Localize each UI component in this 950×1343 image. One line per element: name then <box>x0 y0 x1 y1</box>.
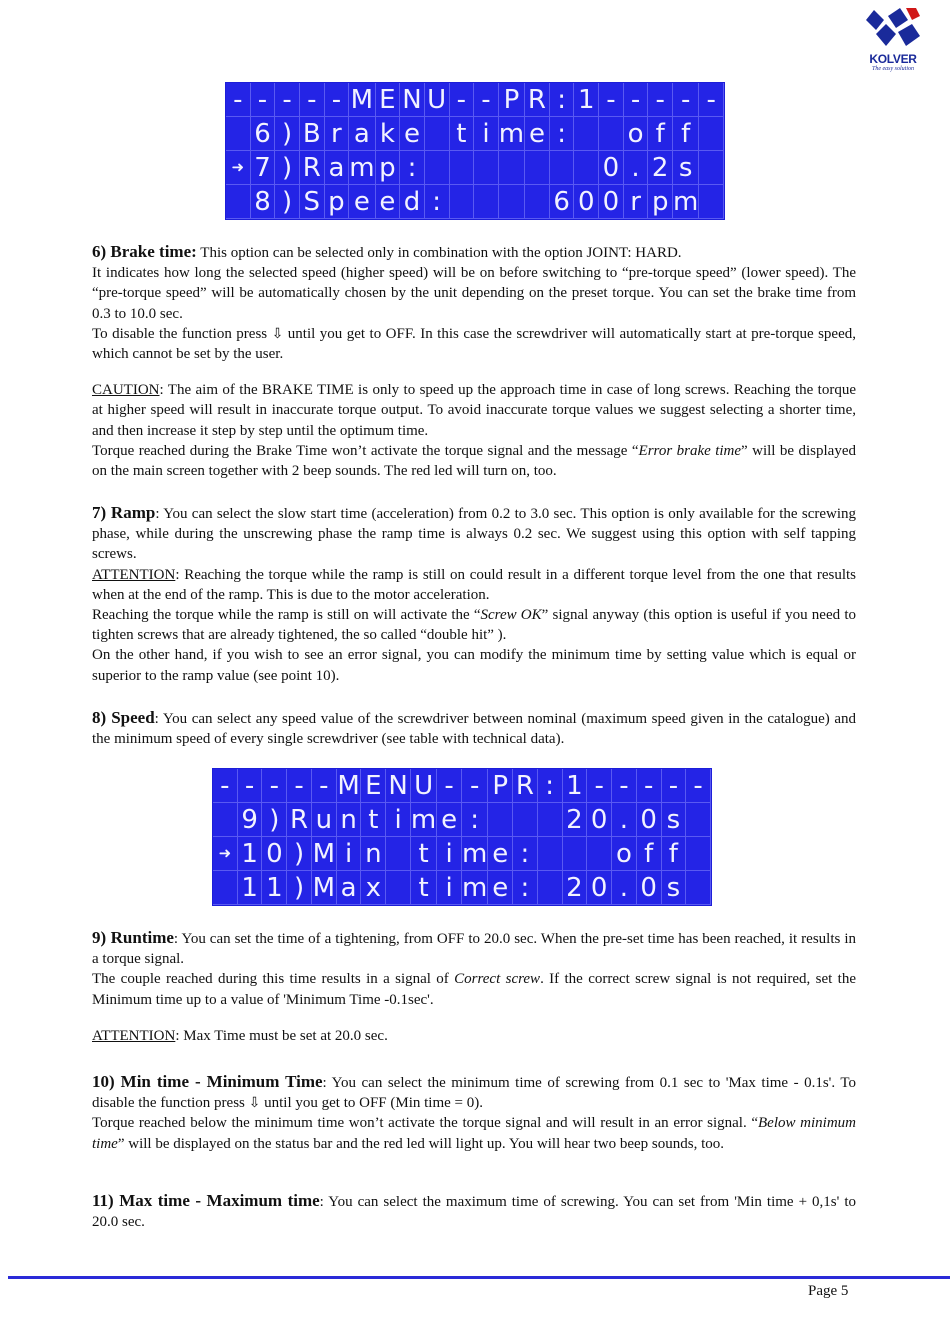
lcd-cell: - <box>637 769 662 803</box>
logo-brand: KOLVER <box>869 52 917 66</box>
runtime-attention-text: : Max Time must be set at 20.0 sec. <box>175 1027 388 1044</box>
lcd-cell: m <box>673 185 699 219</box>
lcd-cell: 7 <box>251 151 276 185</box>
lcd-cell: e <box>376 185 401 219</box>
runtime-attention-label: ATTENTION <box>92 1027 176 1044</box>
lcd-cell <box>450 185 475 219</box>
lcd-cell: - <box>251 83 276 117</box>
ramp-p3: On the other hand, if you wish to see an error signal, you can modify the minimum time by setting value which is equal or superior to the ramp value (see point 10). <box>92 647 856 684</box>
lcd-cell: ) <box>275 185 300 219</box>
lcd-cell: 0 <box>637 803 662 837</box>
below-min-time-message: Below minimum time <box>92 1115 856 1152</box>
lcd-cell: e <box>488 871 513 905</box>
lcd-cell: 8 <box>251 185 276 219</box>
lcd-cell <box>425 117 450 151</box>
caution-label: CAUTION <box>92 382 160 399</box>
lcd-cell <box>226 117 251 151</box>
lcd-cell <box>686 871 711 905</box>
brake-intro: This option can be selected only in combination with the option JOINT: HARD. <box>196 245 682 261</box>
lcd-cell: 1 <box>238 837 263 871</box>
lcd-cell: e <box>488 837 513 871</box>
lcd-cell: ) <box>262 803 287 837</box>
lcd-cell: 0 <box>574 185 599 219</box>
lcd-cell: a <box>337 871 362 905</box>
lcd-cell: i <box>437 837 462 871</box>
ramp-heading: 7) Ramp <box>92 503 156 522</box>
section-max-time <box>92 1191 856 1232</box>
lcd-menu-display-2 <box>212 768 712 906</box>
ramp-attention-label: ATTENTION <box>92 566 176 583</box>
lcd-cell: N <box>386 769 411 803</box>
lcd-cell: 1 <box>574 83 599 117</box>
lcd-cell: - <box>462 769 488 803</box>
section-brake-time <box>92 242 856 481</box>
lcd-cell <box>538 803 563 837</box>
lcd-cell: ) <box>275 151 300 185</box>
lcd-cell <box>499 151 525 185</box>
lcd-cell: t <box>411 871 437 905</box>
lcd-cell: f <box>662 837 687 871</box>
brake-p3-end: ” will be displayed on the main screen together with 2 beep sounds. The red led will turn on, too. <box>92 442 856 480</box>
section-speed <box>92 708 856 749</box>
lcd-cell: 0 <box>587 871 612 905</box>
lcd-cell: x <box>361 871 386 905</box>
mintime-intro-start: : You can select the minimum time of screwing from 0.1 sec to 'Max time - 0.1s'. To disable the function press <box>92 1075 856 1112</box>
lcd-cell: U <box>425 83 450 117</box>
logo-tagline: The easy solution <box>872 66 914 72</box>
lcd-cell <box>538 837 563 871</box>
lcd-cell: - <box>587 769 612 803</box>
lcd-cell <box>386 837 411 871</box>
lcd-cell: P <box>499 83 525 117</box>
lcd-cell: m <box>349 151 375 185</box>
selection-arrow-icon: ➜ <box>213 837 238 871</box>
lcd-cell: - <box>686 769 711 803</box>
maxtime-heading: 11) Max time - Maximum time <box>92 1191 320 1210</box>
lcd-cell: - <box>648 83 673 117</box>
lcd-cell: . <box>624 151 649 185</box>
lcd-cell <box>686 803 711 837</box>
lcd-cell: - <box>226 83 251 117</box>
lcd-cell: B <box>300 117 325 151</box>
lcd-cell: 2 <box>563 871 588 905</box>
caution-text: : The aim of the BRAKE TIME is only to speed up the approach time in case of long screws. Reaching the torque at higher speed will result in inaccurate torque output. To avoid inaccurate torque values we suggest selecting a shorter time, and then increase it step by step until the optimum time. <box>92 382 856 439</box>
lcd-cell: u <box>312 803 337 837</box>
lcd-cell: . <box>612 803 637 837</box>
lcd-cell <box>699 117 724 151</box>
lcd-cell: o <box>624 117 649 151</box>
kolver-k-icon <box>862 6 924 52</box>
lcd-cell: s <box>662 803 687 837</box>
lcd-cell <box>574 117 599 151</box>
lcd-cell: m <box>411 803 437 837</box>
lcd-cell: i <box>474 117 499 151</box>
footer-divider <box>8 1276 950 1279</box>
down-arrow-key-icon: ⇩ <box>248 1095 261 1112</box>
lcd-cell: p <box>325 185 350 219</box>
brake-p2-start: To disable the function press <box>92 325 272 342</box>
lcd-cell <box>563 837 588 871</box>
lcd-cell: - <box>612 769 637 803</box>
lcd-cell: - <box>238 769 263 803</box>
lcd-cell <box>213 803 238 837</box>
lcd-cell: - <box>450 83 475 117</box>
lcd-cell: s <box>673 151 699 185</box>
lcd-cell: : <box>550 83 575 117</box>
lcd-cell: - <box>662 769 687 803</box>
lcd-cell: N <box>400 83 425 117</box>
lcd-cell: M <box>312 871 337 905</box>
ramp-p2-end: ” signal anyway (this option is useful if you need to tighten screws that are already tightened, the so called “double hit” ). <box>92 607 856 644</box>
lcd-cell: r <box>624 185 649 219</box>
page-number: Page 5 <box>808 1283 849 1299</box>
section-runtime <box>92 928 856 1046</box>
lcd-cell <box>599 117 624 151</box>
lcd-cell: f <box>637 837 662 871</box>
lcd-cell: R <box>287 803 312 837</box>
lcd-cell: ) <box>287 871 312 905</box>
lcd-cell: 0 <box>587 803 612 837</box>
lcd-cell: E <box>376 83 401 117</box>
lcd-cell: R <box>513 769 538 803</box>
lcd-cell <box>213 871 238 905</box>
lcd-cell: t <box>450 117 475 151</box>
lcd-cell: - <box>437 769 462 803</box>
lcd-cell: 2 <box>563 803 588 837</box>
lcd-cell: : <box>425 185 450 219</box>
lcd-cell: d <box>400 185 425 219</box>
lcd-cell: ) <box>275 117 300 151</box>
lcd-cell: p <box>376 151 401 185</box>
lcd-cell <box>474 151 499 185</box>
down-arrow-key-icon: ⇩ <box>271 325 284 342</box>
lcd-cell: : <box>513 837 538 871</box>
lcd-cell: - <box>312 769 337 803</box>
ramp-intro: : You can select the slow start time (acceleration) from 0.2 to 3.0 sec. This option is only available for the screwing phase, while during the unscrewing phase the ramp time is always 0.2 sec. We suggest using this option with self tapping screws. <box>92 506 857 563</box>
lcd-cell <box>499 185 525 219</box>
lcd-cell: - <box>287 769 312 803</box>
lcd-cell: U <box>411 769 437 803</box>
lcd-cell <box>488 803 513 837</box>
maxtime-intro: : You can select the maximum time of screwing. You can set from 'Min time + 0,1s' to 20.0 sec. <box>92 1194 856 1231</box>
lcd-cell <box>686 837 711 871</box>
lcd-cell: 2 <box>648 151 673 185</box>
lcd-cell: - <box>275 83 300 117</box>
lcd-cell: 0 <box>599 185 624 219</box>
runtime-p2-start: The couple reached during this time results in a signal of <box>92 971 455 988</box>
lcd-cell: : <box>400 151 425 185</box>
lcd-cell: 0 <box>262 837 287 871</box>
lcd-cell: E <box>361 769 386 803</box>
screw-ok-signal: Screw OK <box>480 607 542 624</box>
lcd-cell: 6 <box>251 117 276 151</box>
lcd-cell: k <box>376 117 401 151</box>
lcd-cell: - <box>599 83 624 117</box>
lcd-cell: p <box>648 185 673 219</box>
lcd-menu-display-1 <box>225 82 725 220</box>
lcd-cell: : <box>538 769 563 803</box>
lcd-cell <box>587 837 612 871</box>
lcd-cell: M <box>349 83 375 117</box>
brake-heading: 6) Brake time: <box>92 242 197 261</box>
lcd-cell: a <box>325 151 350 185</box>
lcd-cell <box>513 803 538 837</box>
lcd-cell <box>538 871 563 905</box>
lcd-cell: e <box>400 117 425 151</box>
lcd-cell: n <box>337 803 362 837</box>
lcd-cell: o <box>612 837 637 871</box>
lcd-cell: f <box>648 117 673 151</box>
runtime-p2-end: . If the correct screw signal is not required, set the Minimum time up to a value of 'Minimum Time -0.1sec'. <box>92 971 857 1008</box>
correct-screw-signal: Correct screw <box>454 971 541 988</box>
lcd-cell: - <box>474 83 499 117</box>
mintime-p2-start: Torque reached below the minimum time won’t activate the torque signal and will result in an error signal. “ <box>92 1115 759 1132</box>
lcd-cell: i <box>437 871 462 905</box>
ramp-attention-text: : Reaching the torque while the ramp is still on could result in a different torque level from the one that results when at the end of the ramp. This is due to the motor acceleration. <box>92 566 856 603</box>
lcd-cell: r <box>325 117 350 151</box>
brake-p2-end: until you get to OFF. In this case the screwdriver will automatically start at pre-torque speed, which cannot be set by the user. <box>92 325 856 363</box>
lcd-cell: - <box>699 83 724 117</box>
lcd-cell: m <box>462 837 488 871</box>
lcd-cell: e <box>437 803 462 837</box>
section-min-time <box>92 1072 856 1154</box>
error-brake-message: Error brake time <box>638 442 742 459</box>
lcd-cell <box>574 151 599 185</box>
lcd-cell: - <box>213 769 238 803</box>
lcd-cell: 0 <box>637 871 662 905</box>
lcd-cell: M <box>337 769 362 803</box>
lcd-cell: 1 <box>262 871 287 905</box>
speed-intro: : You can select any speed value of the screwdriver between nominal (maximum speed given in the catalogue) and the minimum speed of every single screwdriver (see table with technical data). <box>92 711 856 748</box>
lcd-cell: i <box>386 803 411 837</box>
lcd-cell: : <box>550 117 575 151</box>
lcd-cell: e <box>349 185 375 219</box>
lcd-cell: t <box>411 837 437 871</box>
lcd-cell: s <box>662 871 687 905</box>
lcd-cell: ) <box>287 837 312 871</box>
lcd-cell: R <box>300 151 325 185</box>
lcd-cell: 0 <box>599 151 624 185</box>
brake-p1: It indicates how long the selected speed (higher speed) will be on before switching to “pre-torque speed” (lower speed). The “pre-torque speed” will be automatically chosen by the unit depending on the preset torque. You can set the brake time from 0.3 to 10.0 sec. <box>92 265 856 322</box>
lcd-cell: m <box>499 117 525 151</box>
lcd-cell: 1 <box>238 871 263 905</box>
lcd-cell: : <box>462 803 488 837</box>
lcd-cell <box>474 185 499 219</box>
lcd-cell <box>699 151 724 185</box>
lcd-cell: e <box>525 117 550 151</box>
lcd-cell <box>525 185 550 219</box>
lcd-cell: - <box>673 83 699 117</box>
lcd-cell: - <box>325 83 350 117</box>
ramp-p2-start: Reaching the torque while the ramp is still on will activate the “ <box>92 607 481 624</box>
lcd-cell: m <box>462 871 488 905</box>
speed-heading: 8) Speed <box>92 708 155 727</box>
lcd-cell: P <box>488 769 513 803</box>
mintime-heading: 10) Min time - Minimum Time <box>92 1072 323 1091</box>
lcd-cell: f <box>673 117 699 151</box>
lcd-cell: 6 <box>550 185 575 219</box>
selection-arrow-icon: ➜ <box>226 151 251 185</box>
lcd-cell: i <box>337 837 362 871</box>
runtime-heading: 9) Runtime <box>92 928 174 947</box>
lcd-cell <box>525 151 550 185</box>
section-ramp <box>92 503 856 686</box>
lcd-cell <box>450 151 475 185</box>
brake-p3-start: Torque reached during the Brake Time won’t activate the torque signal and the message “ <box>92 442 639 459</box>
lcd-cell: a <box>349 117 375 151</box>
mintime-intro-end: until you get to OFF (Min time = 0). <box>260 1095 484 1112</box>
kolver-logo <box>862 6 924 78</box>
runtime-intro: : You can set the time of a tightening, from OFF to 20.0 sec. When the pre-set time has been reached, it results in a torque signal. <box>92 931 856 968</box>
lcd-cell <box>386 871 411 905</box>
lcd-cell: - <box>262 769 287 803</box>
lcd-cell: : <box>513 871 538 905</box>
lcd-cell: 9 <box>238 803 263 837</box>
lcd-cell: R <box>525 83 550 117</box>
lcd-cell: 1 <box>563 769 588 803</box>
lcd-cell: M <box>312 837 337 871</box>
mintime-p2-end: ” will be displayed on the status bar and the red led will light up. You will hear two beep sounds, too. <box>117 1135 724 1152</box>
lcd-cell <box>550 151 575 185</box>
lcd-cell: . <box>612 871 637 905</box>
lcd-cell: n <box>361 837 386 871</box>
lcd-cell: S <box>300 185 325 219</box>
lcd-cell: t <box>361 803 386 837</box>
lcd-cell: - <box>300 83 325 117</box>
lcd-cell <box>226 185 251 219</box>
lcd-cell <box>699 185 724 219</box>
lcd-cell <box>425 151 450 185</box>
lcd-cell: - <box>624 83 649 117</box>
